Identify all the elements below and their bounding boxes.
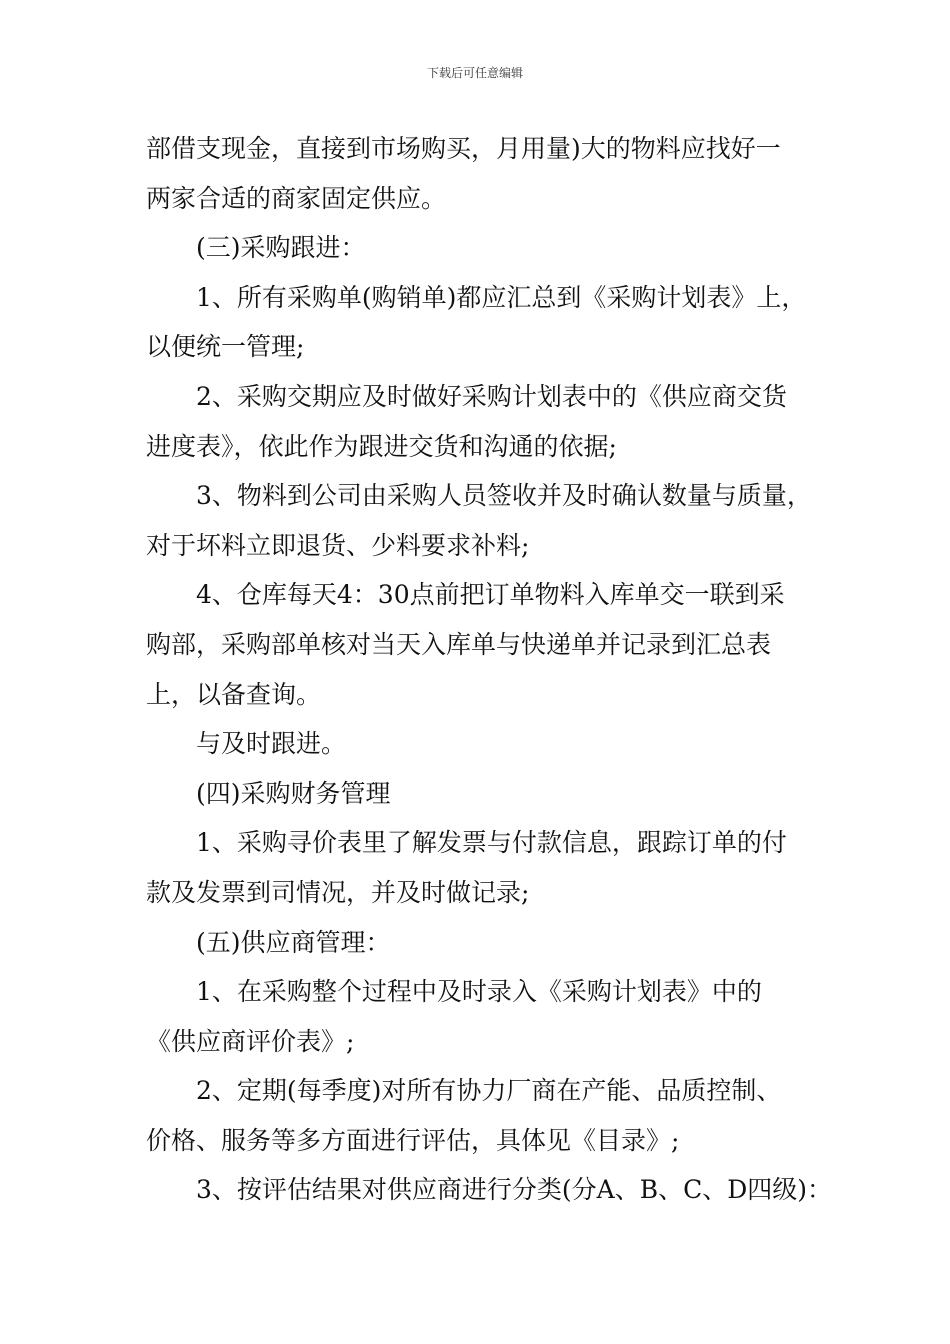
section-heading: (五)供应商管理： [196,927,391,957]
list-item: 3、按评估结果对供应商进行分类(分A、B、C、D四级)： [196,1175,833,1205]
list-item: 3、物料到公司由采购人员签收并及时确认数量与质量， [196,481,812,511]
body-line: 两家合适的商家固定供应。 [146,183,447,213]
body-line: 对于坏料立即退货、少料要求补料; [146,530,530,560]
list-item: 1、在采购整个过程中及时录入《采购计划表》中的 [196,977,762,1007]
body-line: 上，以备查询。 [146,679,322,709]
body-line: 进度表》，依此作为跟进交货和沟通的依据; [146,431,617,461]
list-item: 1、所有采购单(购销单)都应汇总到《采购计划表》上， [196,282,807,312]
body-line: 款及发票到司情况，并及时做记录; [146,877,530,907]
body-line: 价格、服务等多方面进行评估，具体见《目录》; [146,1125,680,1155]
list-item: 1、采购寻价表里了解发票与付款信息，跟踪订单的付 [196,828,787,858]
list-item: 2、定期(每季度)对所有协力厂商在产能、品质控制、 [196,1076,782,1106]
body-line: 部借支现金，直接到市场购买，月用量)大的物料应找好一 [146,134,781,163]
body-line: 以便统一管理; [146,332,305,362]
list-item: 4、仓库每天4：30点前把订单物料入库单交一联到采 [196,580,785,610]
body-line: 与及时跟进。 [196,729,347,759]
list-item: 2、采购交期应及时做好采购计划表中的《供应商交货 [196,381,787,411]
section-heading: (四)采购财务管理 [196,778,391,808]
document-body [146,124,833,1215]
section-heading: (三)采购跟进： [196,233,366,263]
body-line: 购部，采购部单核对当天入库单与快递单并记录到汇总表 [146,629,772,659]
page-header: 下载后可任意编辑 [426,66,523,80]
body-line: 《供应商评价表》; [146,1026,355,1056]
